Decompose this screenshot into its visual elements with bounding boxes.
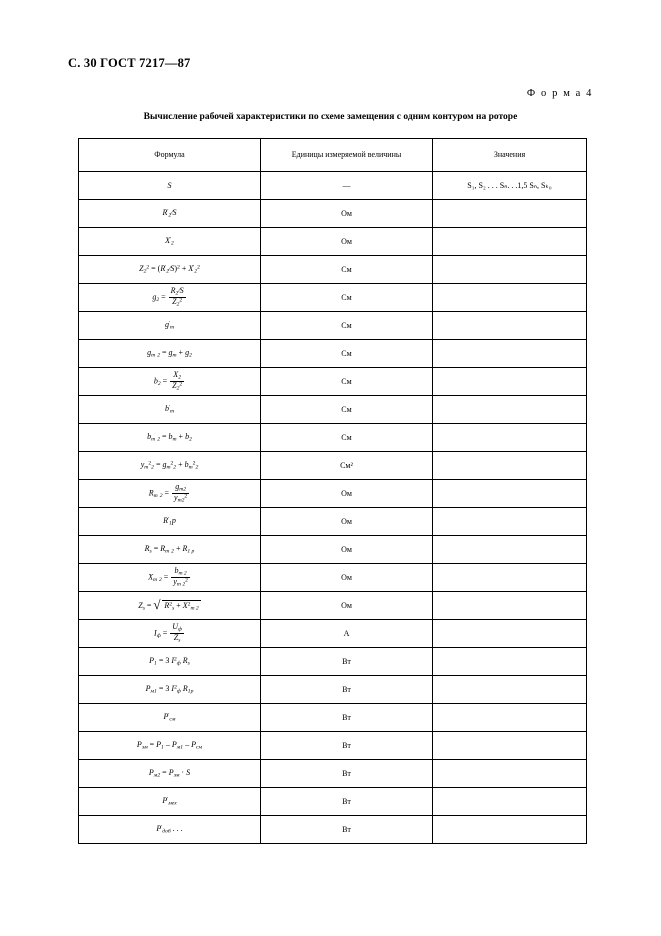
unit-cell: См xyxy=(261,284,433,312)
formula-cell: $P_{м1} = 3$ $I^2_ф$ $R_{1р}$ xyxy=(79,676,261,704)
table-title: Вычисление рабочей характеристики по схеме замещения с одним контуром на роторе xyxy=(143,112,518,122)
formula-cell: $P'_{доб}$ . . . xyxy=(79,816,261,844)
formula-cell: $P'_{см}$ xyxy=(79,704,261,732)
value-cell: S₁, S₂ . . . Sₙ. . .1,5 Sₙ, Sₖ₀ xyxy=(433,172,587,200)
unit-cell: А xyxy=(261,620,433,648)
table-row xyxy=(79,508,587,536)
value-cell xyxy=(433,340,587,368)
calculation-table xyxy=(78,138,587,844)
table-row xyxy=(79,816,587,844)
column-header-formula: Формула xyxy=(79,139,261,172)
value-cell xyxy=(433,620,587,648)
table-row xyxy=(79,760,587,788)
value-cell xyxy=(433,200,587,228)
value-cell xyxy=(433,480,587,508)
table-row xyxy=(79,256,587,284)
unit-cell: Ом xyxy=(261,536,433,564)
value-cell xyxy=(433,368,587,396)
value-cell xyxy=(433,732,587,760)
formula-cell: $Z_s$ = √ $R^2_s + X^2_{m 2}$ xyxy=(79,592,261,620)
unit-cell: См xyxy=(261,368,433,396)
table-row xyxy=(79,480,587,508)
column-header-units: Единицы измеряемой величины xyxy=(261,139,433,172)
formula-cell: $R'_2∕S$ xyxy=(79,200,261,228)
table-row xyxy=(79,704,587,732)
unit-cell: Ом xyxy=(261,564,433,592)
formula-cell: $I_ф$ = $\frac{U_ф}{Z_s}$ xyxy=(79,620,261,648)
value-cell xyxy=(433,788,587,816)
table-row xyxy=(79,452,587,480)
value-cell xyxy=(433,536,587,564)
value-cell xyxy=(433,508,587,536)
table-row xyxy=(79,648,587,676)
formula-cell: $P'_{мех}$ xyxy=(79,788,261,816)
unit-cell: Вт xyxy=(261,788,433,816)
unit-cell: Ом xyxy=(261,228,433,256)
value-cell xyxy=(433,424,587,452)
table-row xyxy=(79,396,587,424)
formula-cell: $b_2$ = $\frac{X_2}{Z_2^2}$ xyxy=(79,368,261,396)
table-row xyxy=(79,424,587,452)
value-cell xyxy=(433,312,587,340)
formula-cell: $b_m$ $_2 = b_m + b_2$ xyxy=(79,424,261,452)
table-row xyxy=(79,340,587,368)
value-cell xyxy=(433,816,587,844)
table-row xyxy=(79,676,587,704)
formula-cell: $g_m$ $_2 = g_m + g_2$ xyxy=(79,340,261,368)
unit-cell: — xyxy=(261,172,433,200)
formula-cell: $g_2$ = $\frac{R_2∕S}{Z_2^2}$ xyxy=(79,284,261,312)
table-row xyxy=(79,620,587,648)
formula-cell: $P_{м2} = P_{эм} \cdot S$ xyxy=(79,760,261,788)
formula-cell: $R_s = R_m$ $_2 + R_{1 р}$ xyxy=(79,536,261,564)
formula-cell: S xyxy=(79,172,261,200)
unit-cell: Ом xyxy=(261,508,433,536)
table-row xyxy=(79,564,587,592)
table-row xyxy=(79,172,587,200)
formula-cell: $y_m^2_2 = g_m^2_2 + b_m^2_2$ xyxy=(79,452,261,480)
table-row xyxy=(79,368,587,396)
formula-cell: $b'_m$ xyxy=(79,396,261,424)
unit-cell: Ом xyxy=(261,480,433,508)
table-row xyxy=(79,284,587,312)
value-cell xyxy=(433,676,587,704)
formula-cell: $R_m$ $_2$ = $\frac{g_{m2}}{y_{m2}^2}$ xyxy=(79,480,261,508)
value-cell xyxy=(433,452,587,480)
unit-cell: Вт xyxy=(261,760,433,788)
table-row xyxy=(79,536,587,564)
formula-cell: $P_{эм} = P_1 - P_{м1} - P_{см}$ xyxy=(79,732,261,760)
unit-cell: Вт xyxy=(261,732,433,760)
value-cell xyxy=(433,284,587,312)
value-cell xyxy=(433,256,587,284)
formula-cell: $R'_1р$ xyxy=(79,508,261,536)
form-label: Ф о р м а 4 xyxy=(526,88,593,99)
table-row xyxy=(79,228,587,256)
formula-cell: $X'_2$ xyxy=(79,228,261,256)
unit-cell: Ом xyxy=(261,200,433,228)
column-header-values: Значения xyxy=(433,139,587,172)
table-row xyxy=(79,592,587,620)
formula-cell: $g'_m$ xyxy=(79,312,261,340)
unit-cell: Ом xyxy=(261,592,433,620)
table-row xyxy=(79,200,587,228)
table-row xyxy=(79,788,587,816)
unit-cell: Вт xyxy=(261,676,433,704)
page-header: С. 30 ГОСТ 7217—87 xyxy=(68,56,191,70)
unit-cell: См xyxy=(261,396,433,424)
value-cell xyxy=(433,564,587,592)
formula-cell: $Z_2^2$ = $(R'_2∕S)^2 + X'_2^2$ xyxy=(79,256,261,284)
unit-cell: Вт xyxy=(261,704,433,732)
value-cell xyxy=(433,648,587,676)
formula-cell: $P_1 = 3$ $I^2_ф$ $R_s$ xyxy=(79,648,261,676)
unit-cell: Вт xyxy=(261,648,433,676)
value-cell xyxy=(433,760,587,788)
unit-cell: См² xyxy=(261,452,433,480)
value-cell xyxy=(433,396,587,424)
table-row xyxy=(79,732,587,760)
unit-cell: См xyxy=(261,340,433,368)
unit-cell: См xyxy=(261,424,433,452)
table-header-row xyxy=(79,139,587,172)
formula-cell: $X_m$ $_2$ = $\frac{b_{m 2}}{y_{m 2}^2}$ xyxy=(79,564,261,592)
value-cell xyxy=(433,228,587,256)
unit-cell: Вт xyxy=(261,816,433,844)
value-cell xyxy=(433,592,587,620)
unit-cell: См xyxy=(261,312,433,340)
unit-cell: См xyxy=(261,256,433,284)
value-cell xyxy=(433,704,587,732)
table-row xyxy=(79,312,587,340)
